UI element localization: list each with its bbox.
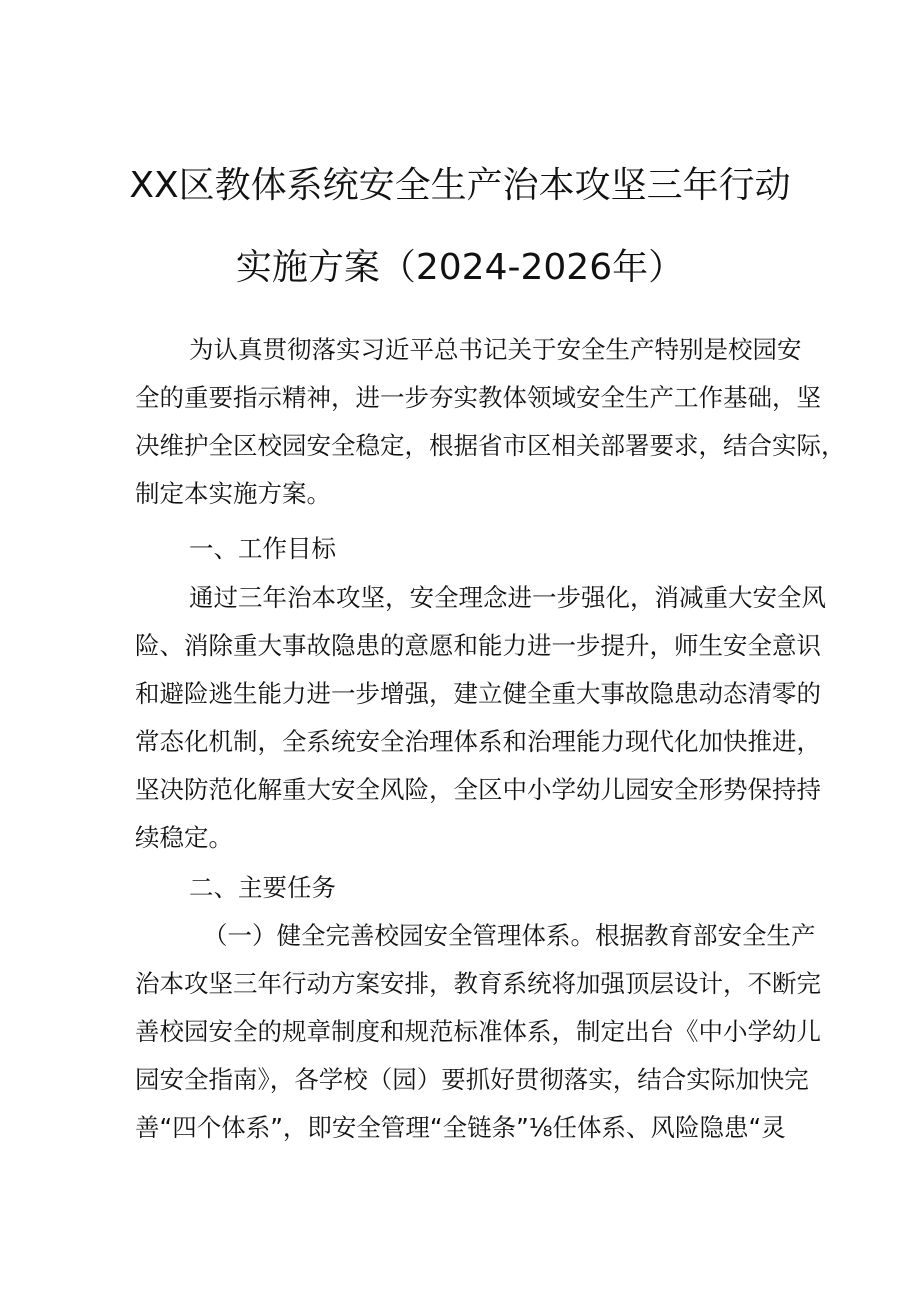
- section-1-line: 坚决防范化解重大安全风险，全区中小学幼儿园安全形势保持持: [135, 775, 821, 804]
- intro-line: 决维护全区校园安全稳定，根据省市区相关部署要求，结合实际，: [135, 431, 846, 460]
- section-2-line: 善“四个体系”，即安全管理“全链条”⅛任体系、风险隐患“灵: [135, 1113, 786, 1142]
- section-1-line: 常态化机制，全系统安全治理体系和治理能力现代化加快推进，: [135, 727, 821, 756]
- section-1-line: 续稳定。: [135, 823, 233, 852]
- section-1-line: 和避险逃生能力进一步增强，建立健全重大事故隐患动态清零的: [135, 679, 821, 708]
- intro-line: 制定本实施方案。: [135, 479, 331, 508]
- section-2-heading-block: [135, 864, 795, 912]
- section-heading: 一、工作目标: [189, 534, 336, 563]
- document-title-line-2: 实施方案（2024-2026年）: [235, 247, 685, 288]
- section-2-line: （一）健全完善校园安全管理体系。根据教育部安全生产: [203, 921, 816, 950]
- section-2-paragraph: [135, 912, 821, 1152]
- section-1-line: 险、消除重大事故隐患的意愿和能力进一步提升，师生安全意识: [135, 631, 821, 660]
- intro-line: 全的重要指示精神，进一步夯实教体领域安全生产工作基础，坚: [135, 383, 821, 412]
- intro-paragraph: [135, 326, 846, 518]
- section-2-line: 治本攻坚三年行动方案安排，教育系统将加强顶层设计，不断完: [135, 969, 821, 998]
- section-1-heading-block: [135, 525, 795, 573]
- section-heading: 二、主要任务: [189, 873, 336, 902]
- section-2-line: 园安全指南》，各学校（园）要抓好贯彻落实，结合实际加快完: [135, 1065, 809, 1094]
- document-title-line-1: XX区教体系统安全生产治本攻坚三年行动: [129, 165, 791, 206]
- section-2-line: 善校园安全的规章制度和规范标准体系，制定出台《中小学幼儿: [135, 1017, 821, 1046]
- intro-line: 为认真贯彻落实习近平总书记关于安全生产特别是校园安: [189, 335, 802, 364]
- section-1-paragraph: [135, 574, 826, 862]
- section-1-line: 通过三年治本攻坚，安全理念进一步强化，消减重大安全风: [189, 583, 826, 612]
